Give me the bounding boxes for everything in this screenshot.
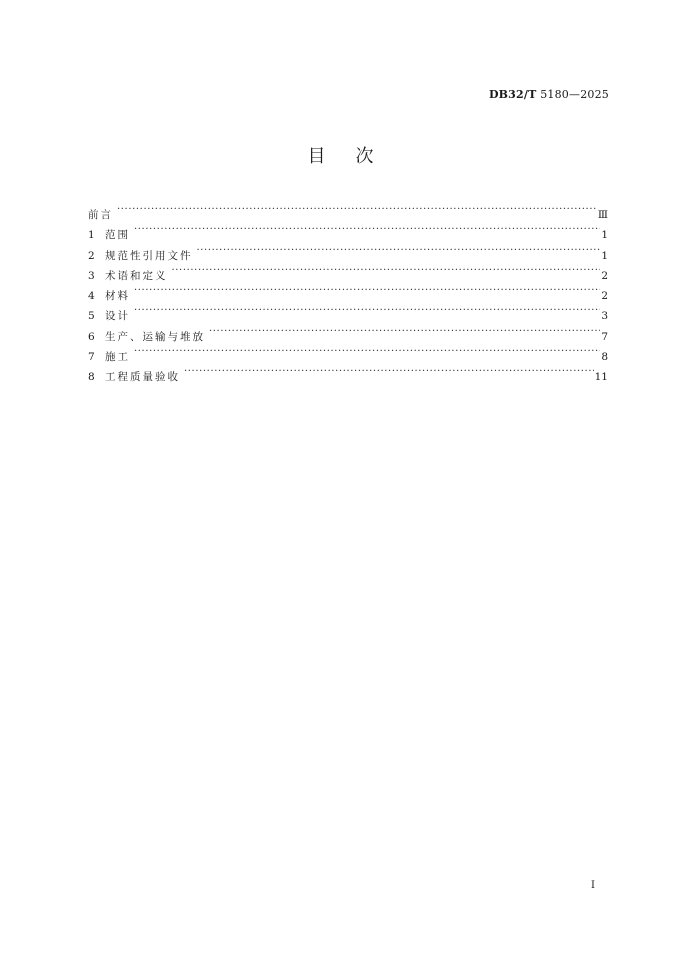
toc-entry-page: 8 xyxy=(601,351,608,364)
toc-entry-page: 2 xyxy=(601,269,608,282)
toc-entry-1[interactable] xyxy=(88,218,608,242)
toc-entry-8[interactable] xyxy=(88,360,608,384)
toc-entry-page: 3 xyxy=(601,310,608,323)
toc-entry-label: 施工 xyxy=(105,351,130,364)
toc-entry-foreword[interactable] xyxy=(88,198,608,221)
toc-entry-label: 材料 xyxy=(105,290,130,303)
toc-entry-page: 11 xyxy=(594,371,608,384)
page-title: 目次 xyxy=(307,146,404,167)
toc-leader-dots xyxy=(117,198,597,218)
toc-entry-label: 术语和定义 xyxy=(105,269,168,282)
page-number: Ⅰ xyxy=(591,880,595,891)
toc-entry-label: 前言 xyxy=(88,209,113,221)
toc-entry-number: 2 xyxy=(88,249,95,262)
toc-entry-label: 规范性引用文件 xyxy=(105,249,193,262)
standard-code-prefix: DB32/T xyxy=(488,88,537,101)
toc-entry-5[interactable] xyxy=(88,299,608,323)
toc-leader-dots xyxy=(197,239,601,259)
standard-code xyxy=(489,88,609,101)
toc-leader-dots xyxy=(209,320,600,340)
toc-entry-page: 7 xyxy=(601,330,608,343)
toc-leader-dots xyxy=(134,218,600,238)
toc-entry-label: 范围 xyxy=(105,229,130,242)
standard-code-number: 5180—2025 xyxy=(540,88,609,101)
toc-entry-2[interactable] xyxy=(88,239,608,262)
toc-entry-4[interactable] xyxy=(88,279,608,303)
toc-entry-number: 6 xyxy=(88,330,95,343)
toc-entry-page: 1 xyxy=(601,249,608,262)
table-of-contents xyxy=(88,198,608,384)
toc-entry-label: 工程质量验收 xyxy=(105,371,180,384)
toc-entry-label: 设计 xyxy=(105,310,130,323)
toc-leader-dots xyxy=(172,259,601,279)
toc-entry-number: 4 xyxy=(88,290,95,303)
toc-entry-number: 5 xyxy=(88,310,95,323)
toc-entry-number: 3 xyxy=(88,269,95,282)
toc-entry-number: 7 xyxy=(88,351,95,364)
toc-leader-dots xyxy=(134,340,600,360)
toc-entry-label: 生产、运输与堆放 xyxy=(105,330,205,343)
toc-entry-number: 8 xyxy=(88,371,95,384)
toc-leader-dots xyxy=(184,360,594,380)
toc-entry-6[interactable] xyxy=(88,320,608,343)
toc-entry-page: Ⅲ xyxy=(597,209,608,221)
toc-entry-page: 1 xyxy=(601,229,608,242)
toc-entry-number: 1 xyxy=(88,229,95,242)
toc-entry-page: 2 xyxy=(601,290,608,303)
toc-leader-dots xyxy=(134,279,600,299)
toc-leader-dots xyxy=(134,299,600,319)
toc-entry-7[interactable] xyxy=(88,340,608,364)
